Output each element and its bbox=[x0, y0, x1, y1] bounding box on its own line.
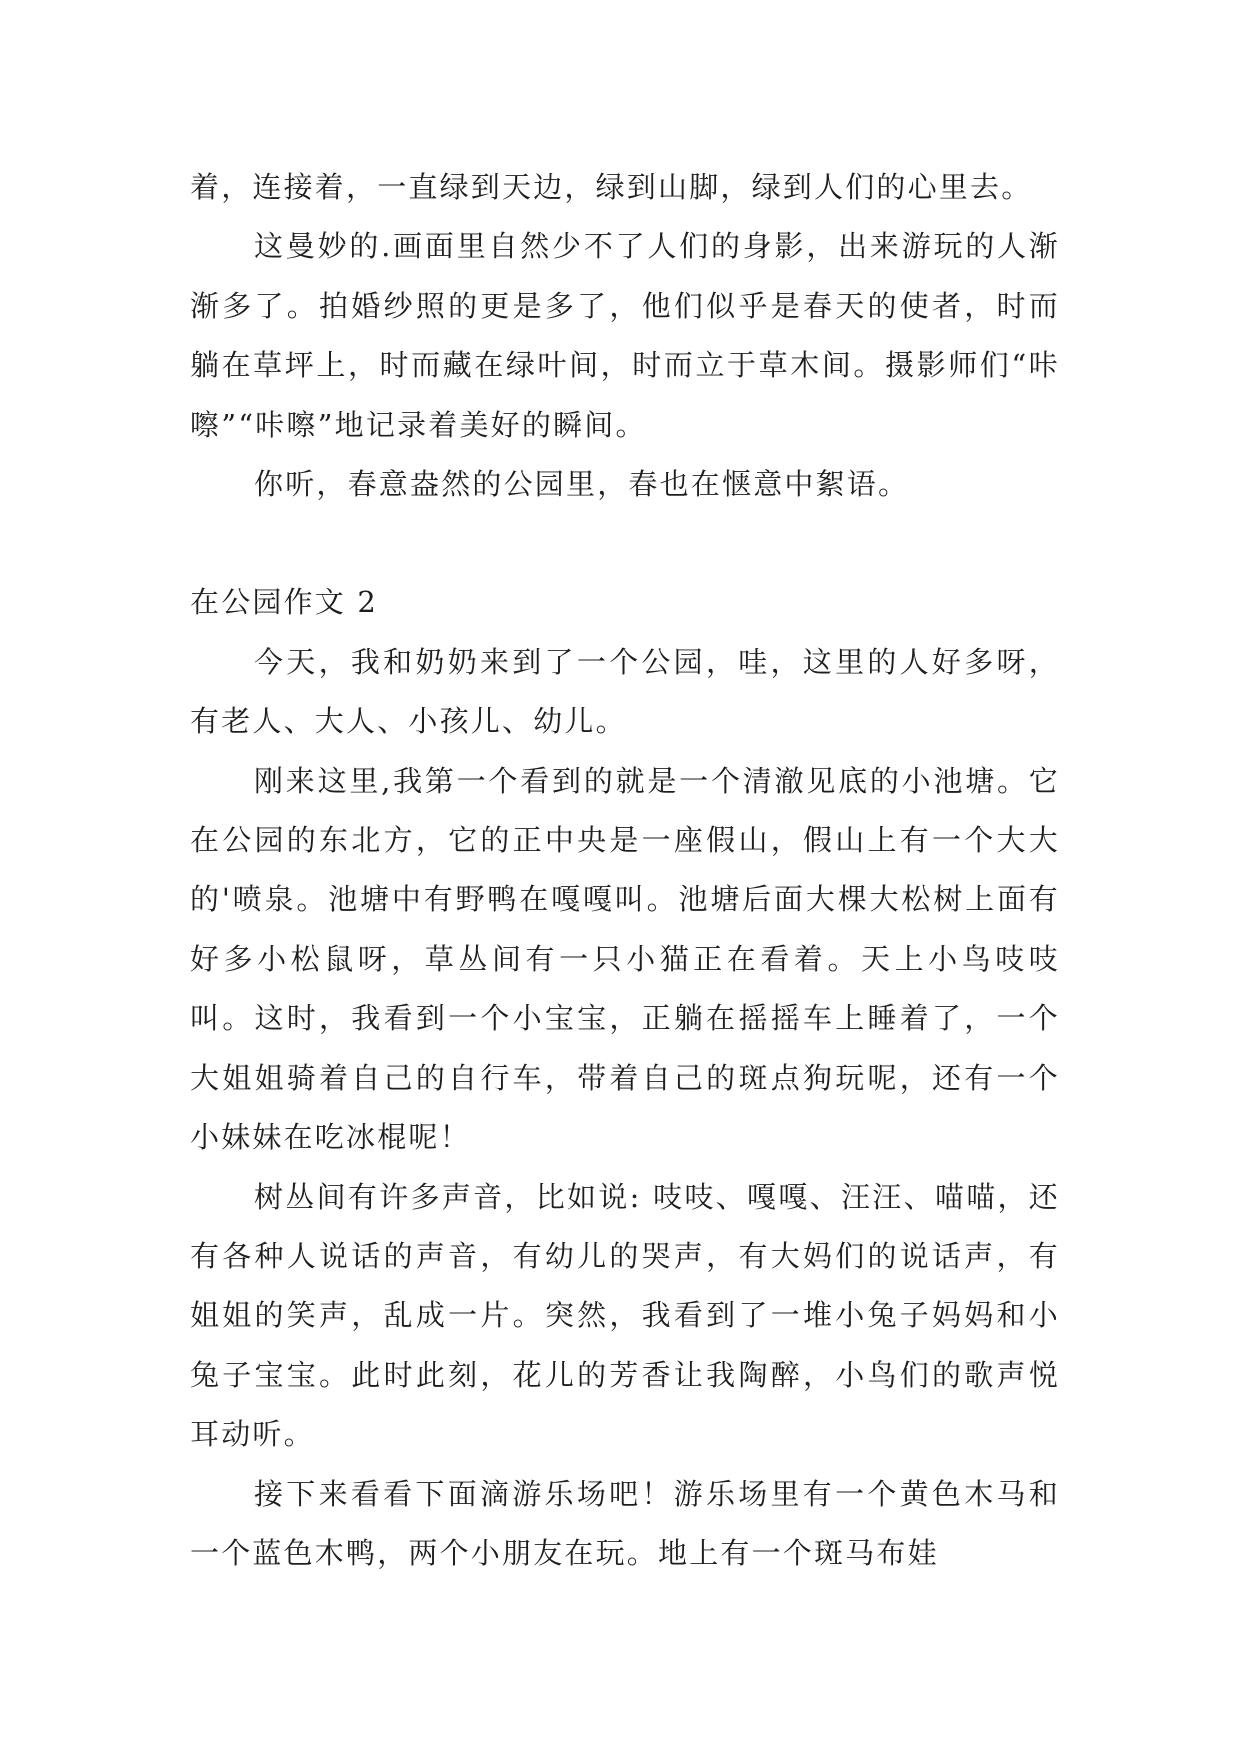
paragraph: 今天，我和奶奶来到了一个公园，哇，这里的人好多呀，有老人、大人、小孩儿、幼儿。 bbox=[190, 644, 1060, 739]
document-body bbox=[190, 158, 1060, 1583]
paragraph: 你听，春意盎然的公园里，春也在惬意中絮语。 bbox=[254, 467, 910, 502]
essay-title: 在公园作文 2 bbox=[190, 585, 379, 620]
paragraph-continuation: 着，连接着，一直绿到天边，绿到山脚，绿到人们的心里去。 bbox=[190, 170, 1033, 204]
paragraph: 接下来看看下面滴游乐场吧！游乐场里有一个黄色木马和一个蓝色木鸭，两个小朋友在玩。地上有一个斑马布娃 bbox=[190, 1476, 1060, 1570]
paragraph: 树丛间有许多声音，比如说: 吱吱、嘎嘎、汪汪、喵喵，还有各种人说话的声音，有幼儿的哭声，有大妈们的说话声，有姐姐的笑声，乱成一片。突然，我看到了一堆小兔子妈妈和小兔子宝宝。此时此刻，花儿的芳香让我陶醉，小鸟们的歌声悦耳动听。 bbox=[190, 1179, 1060, 1452]
paragraph: 刚来这里,我第一个看到的就是一个清澈见底的小池塘。它在公园的东北方，它的正中央是一座假山，假山上有一个大大的'喷泉。池塘中有野鸭在嘎嘎叫。池塘后面大棵大松树上面有好多小松鼠呀，草丛间有一只小猫正在看着。天上小鸟吱吱叫。这时，我看到一个小宝宝，正躺在摇摇车上睡着了，一个大姐姐骑着自己的自行车，带着自己的斑点狗玩呢，还有一个小妹妹在吃冰棍呢！ bbox=[190, 763, 1060, 1155]
paragraph: 这曼妙的.画面里自然少不了人们的身影，出来游玩的人渐渐多了。拍婚纱照的更是多了，他们似乎是春天的使者，时而躺在草坪上，时而藏在绿叶间，时而立于草木间。摄影师们“咔嚓”“咔嚓”地记录着美好的瞬间。 bbox=[190, 229, 1060, 442]
